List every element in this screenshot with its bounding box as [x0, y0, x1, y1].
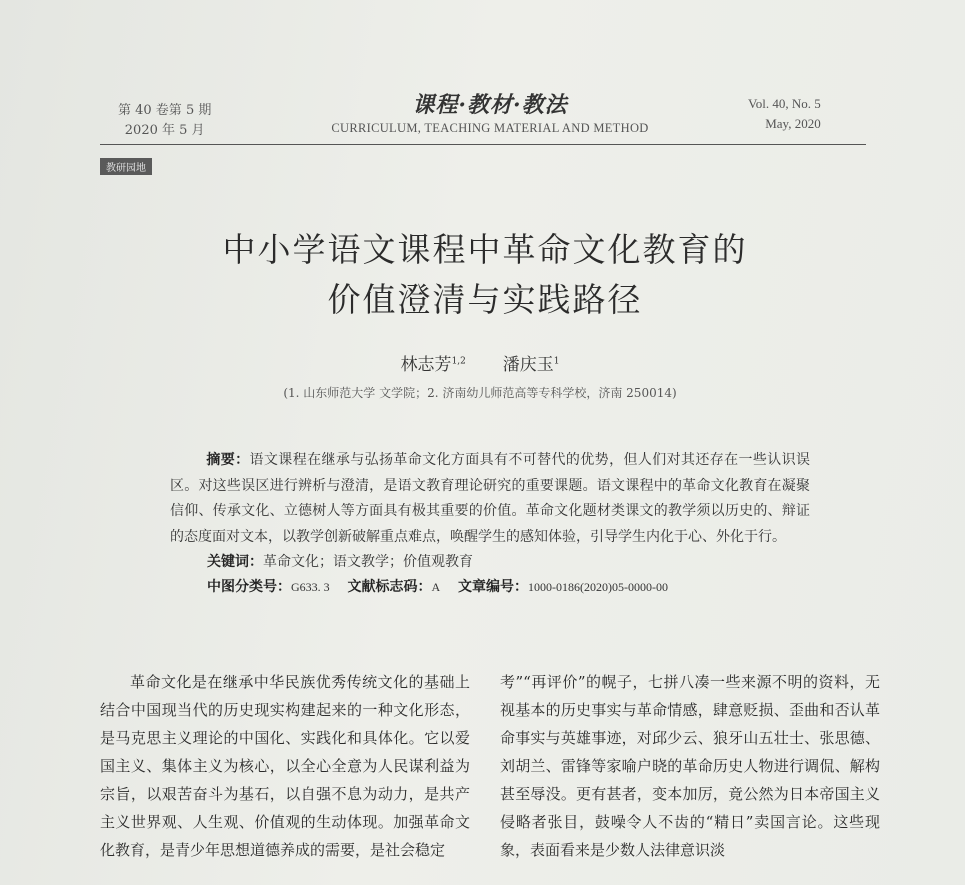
- issue-info: [118, 101, 211, 141]
- journal-name-cn: 课程·教材·教法: [412, 92, 568, 118]
- affiliation: (1. 山东师范大学 文学院；2. 济南幼儿师范高等专科学校，济南 250014): [283, 386, 677, 400]
- issue-date: 2020 年 5 月: [124, 123, 205, 138]
- doc-code-label: 文献标志码：: [347, 579, 432, 595]
- abstract-paragraph: [170, 448, 810, 550]
- article-no-value: 1000-0186(2020)05-0000-00: [527, 580, 668, 594]
- body-paragraph: 革命文化是在继承中华民族优秀传统文化的基础上结合中国现当代的历史现实构建起来的一种文化形态，是马克思主义理论的中国化、实践化和具体化。它以爱国主义、集体主义为核心，以全心全意为人民谋利益为宗旨，以艰苦奋斗为基石，以自强不息为动力，是共产主义世界观、人生观、价值观的生动体现。加强革命文化教育，是青少年思想道德养成的需要，是社会稳定: [100, 673, 470, 859]
- volume-issue: 第 40 卷第 5 期: [118, 103, 212, 118]
- title-line-1: 中小学语文课程中革命文化教育的: [222, 230, 748, 269]
- abstract-block: [170, 448, 810, 600]
- issue-info-en: [748, 94, 821, 134]
- clc-value: G633. 3: [291, 580, 330, 594]
- title-line-2: 价值澄清与实践路径: [327, 280, 643, 319]
- abstract-text: 语文课程在继承与弘扬革命文化方面具有不可替代的优势，但人们对其还存在一些认识误区。对这些误区进行辨析与澄清，是语文教育理论研究的重要课题。语文课程中的革命文化教育在凝聚信仰、传承文化、立德树人等方面具有极其重要的价值。革命文化题材类课文的教学须以历史的、辩证的态度面对文本，以教学创新破解重点难点，唤醒学生的感知体验，引导学生内化于心、外化于行。: [170, 452, 811, 545]
- keywords-line: [170, 550, 810, 575]
- volume-issue-en: Vol. 40, No. 5: [748, 96, 821, 111]
- body-paragraph: 考”“再评价”的幌子，七拼八凑一些来源不明的资料，无视基本的历史事实与革命情感，肆意贬损、歪曲和否认革命事实与英雄事迹，对邱少云、狼牙山五壮士、张思德、刘胡兰、雷锋等家喻户晓的革命历史人物进行调侃、解构甚至辱没。更有甚者，变本加厉，竟公然为日本帝国主义侵略者张目，鼓噪令人不齿的“精日”卖国言论。这些现象，表面看来是少数人法律意识淡: [500, 673, 880, 859]
- keywords-text: 革命文化；语文教学；价值观教育: [263, 554, 473, 570]
- doc-code-value: A: [431, 580, 441, 594]
- article-title: [120, 225, 850, 325]
- journal-masthead: [300, 88, 680, 136]
- journal-name-en: CURRICULUM, TEACHING MATERIAL AND METHOD: [331, 121, 649, 135]
- author-name: 林志芳: [400, 355, 452, 375]
- section-tag: 教研园地: [100, 158, 152, 175]
- author-affil-mark: 1: [553, 356, 560, 367]
- author-affil-mark: 1,2: [451, 356, 466, 367]
- issue-date-en: May, 2020: [765, 116, 821, 131]
- body-column-right: [500, 668, 880, 864]
- article-no-label: 文章编号：: [457, 579, 528, 595]
- keywords-label: 关键词：: [207, 554, 263, 570]
- author-list: [330, 350, 630, 375]
- body-column-left: [100, 668, 470, 864]
- author-name: 潘庆玉: [502, 355, 554, 375]
- header-rule: [100, 144, 866, 145]
- clc-label: 中图分类号：: [207, 579, 291, 595]
- abstract-label: 摘要：: [206, 452, 250, 468]
- classification-line: [170, 575, 810, 600]
